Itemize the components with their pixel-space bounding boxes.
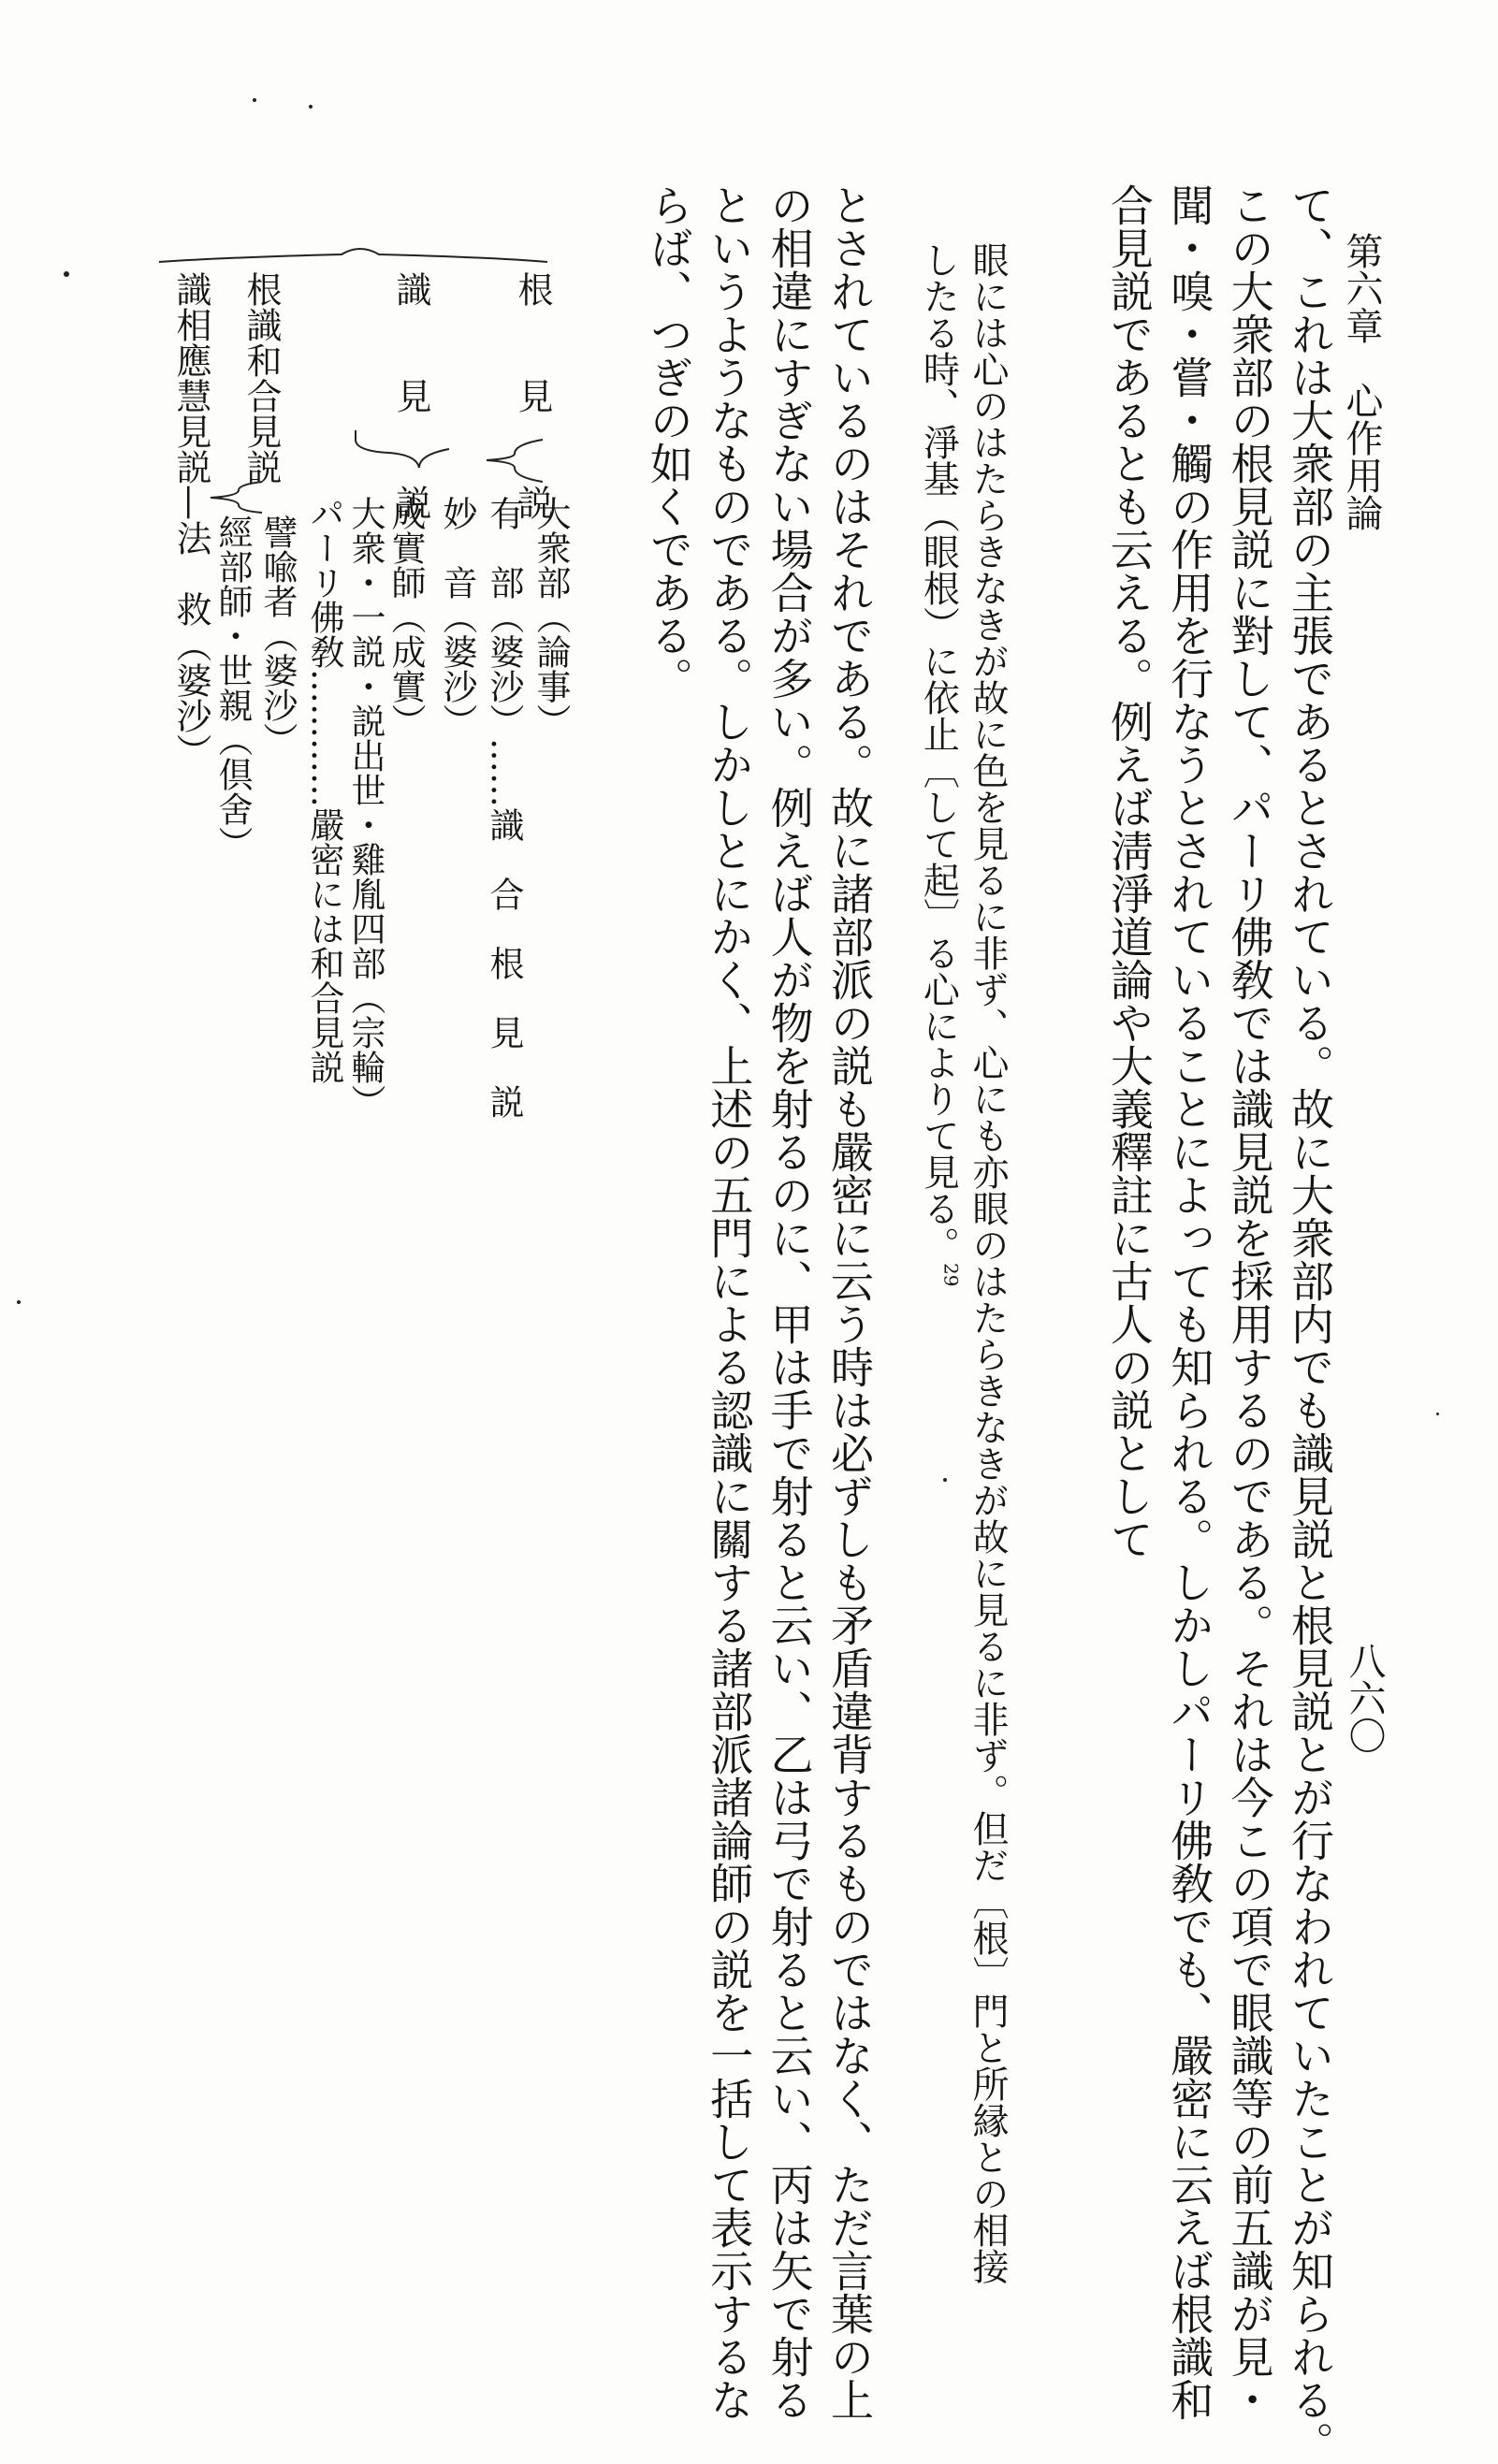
group-label-konshiki-wago: 根識和合見説: [240, 271, 282, 485]
dash: —: [170, 485, 211, 520]
scan-speck: [309, 105, 313, 109]
text-line: この大衆部の根見説に對して、パーリ佛敎では識見説を採用するのである。それは今この項で眼識等の前五識が見・: [1224, 183, 1275, 2421]
group4-item: 法 救（婆沙）: [170, 520, 211, 769]
paragraph-2: [599, 183, 880, 2421]
quote-line: したる時、淨基（眼根）に依止〔して起〕る心によりて見る。$^{29}$: [917, 241, 963, 1287]
group1-item: 大衆部（論事）: [531, 496, 571, 738]
running-header: [1340, 232, 1383, 531]
text-line: て、これは大衆部の主張であるとされている。故に大衆部内でも識見説と根見説とが行なわれていたことが知られる。: [1285, 183, 1335, 2464]
group3-item: 經部師・世親（倶舍）: [212, 515, 253, 861]
leader-dots: …………: [304, 669, 344, 807]
group1-result: 識 合 根 見 説: [484, 807, 524, 1119]
paragraph-1: [994, 183, 1340, 2464]
scan-speck: [1436, 1413, 1439, 1415]
group3-item: 譬喩者（婆沙）: [257, 515, 298, 757]
group4-row: [170, 271, 211, 769]
group1-item: 有 部（婆沙）……識 合 根 見 説: [484, 496, 524, 1119]
group2-item: 大衆・一説・説出世・雞胤四部（宗輪）: [345, 496, 385, 1119]
group-label-ken-ken: 根 見 説: [512, 271, 553, 520]
group2-item: 成實師（成實）: [385, 496, 426, 738]
text-line: の相違にすぎない場合が多い。例えば人が物を射るのに、甲は手で射ると云い、乙は弓で射ると云い、丙は矢で射る: [764, 183, 815, 2421]
scan-speck: [17, 1300, 21, 1304]
group-label-shiki-ken: 識 見 説: [390, 271, 431, 520]
leader-dots: ……: [484, 738, 524, 807]
brace-1: [477, 430, 552, 486]
text-line: というようなものである。しかしとにかく、上述の五門による認識に關する諸部派諸論師の説を一括して表示するな: [704, 183, 755, 2421]
text-line: 合見説であるとも云える。例えば淸淨道論や大義釋註に古人の説として: [1103, 183, 1155, 1560]
footnote-marker: 29: [939, 1263, 963, 1287]
brace-2: [346, 430, 430, 486]
group2-result: 嚴密には和合見説: [304, 807, 344, 1084]
text-line: とされているのはそれである。故に諸部派の説も嚴密に云う時は必ずしも矛盾違背するものではなく、ただ言葉の上: [824, 183, 875, 2421]
scan-speck: [64, 271, 69, 277]
text-line: らば、つぎの如くである。: [643, 183, 694, 700]
text-line: 聞・嗅・嘗・觸の作用を行なうとされていることによっても知られる。しかしパーリ佛敎でも、嚴密に云えば根識和: [1164, 183, 1215, 2421]
scan-speck: [253, 98, 256, 102]
scan-speck: [943, 1478, 947, 1482]
chapter-title: 第六章 心作用論: [1340, 232, 1383, 531]
group1-item: 妙 音（婆沙）: [437, 496, 477, 738]
group2-item: パーリ佛敎…………嚴密には和合見説: [304, 496, 344, 1084]
top-bracket-line: [154, 243, 547, 271]
block-quote: [908, 241, 1011, 2284]
group-label-soo-e: 識相應慧見説: [170, 271, 211, 485]
classification-chart: [140, 243, 580, 1272]
quote-line: 眼には心のはたらきなきが故に色を見るに非ず、心にも亦眼のはたらきなきが故に見るに非ず。但だ〔根〕門と所縁との相接: [967, 241, 1009, 2284]
page-number: 八六〇: [1343, 1642, 1386, 1754]
